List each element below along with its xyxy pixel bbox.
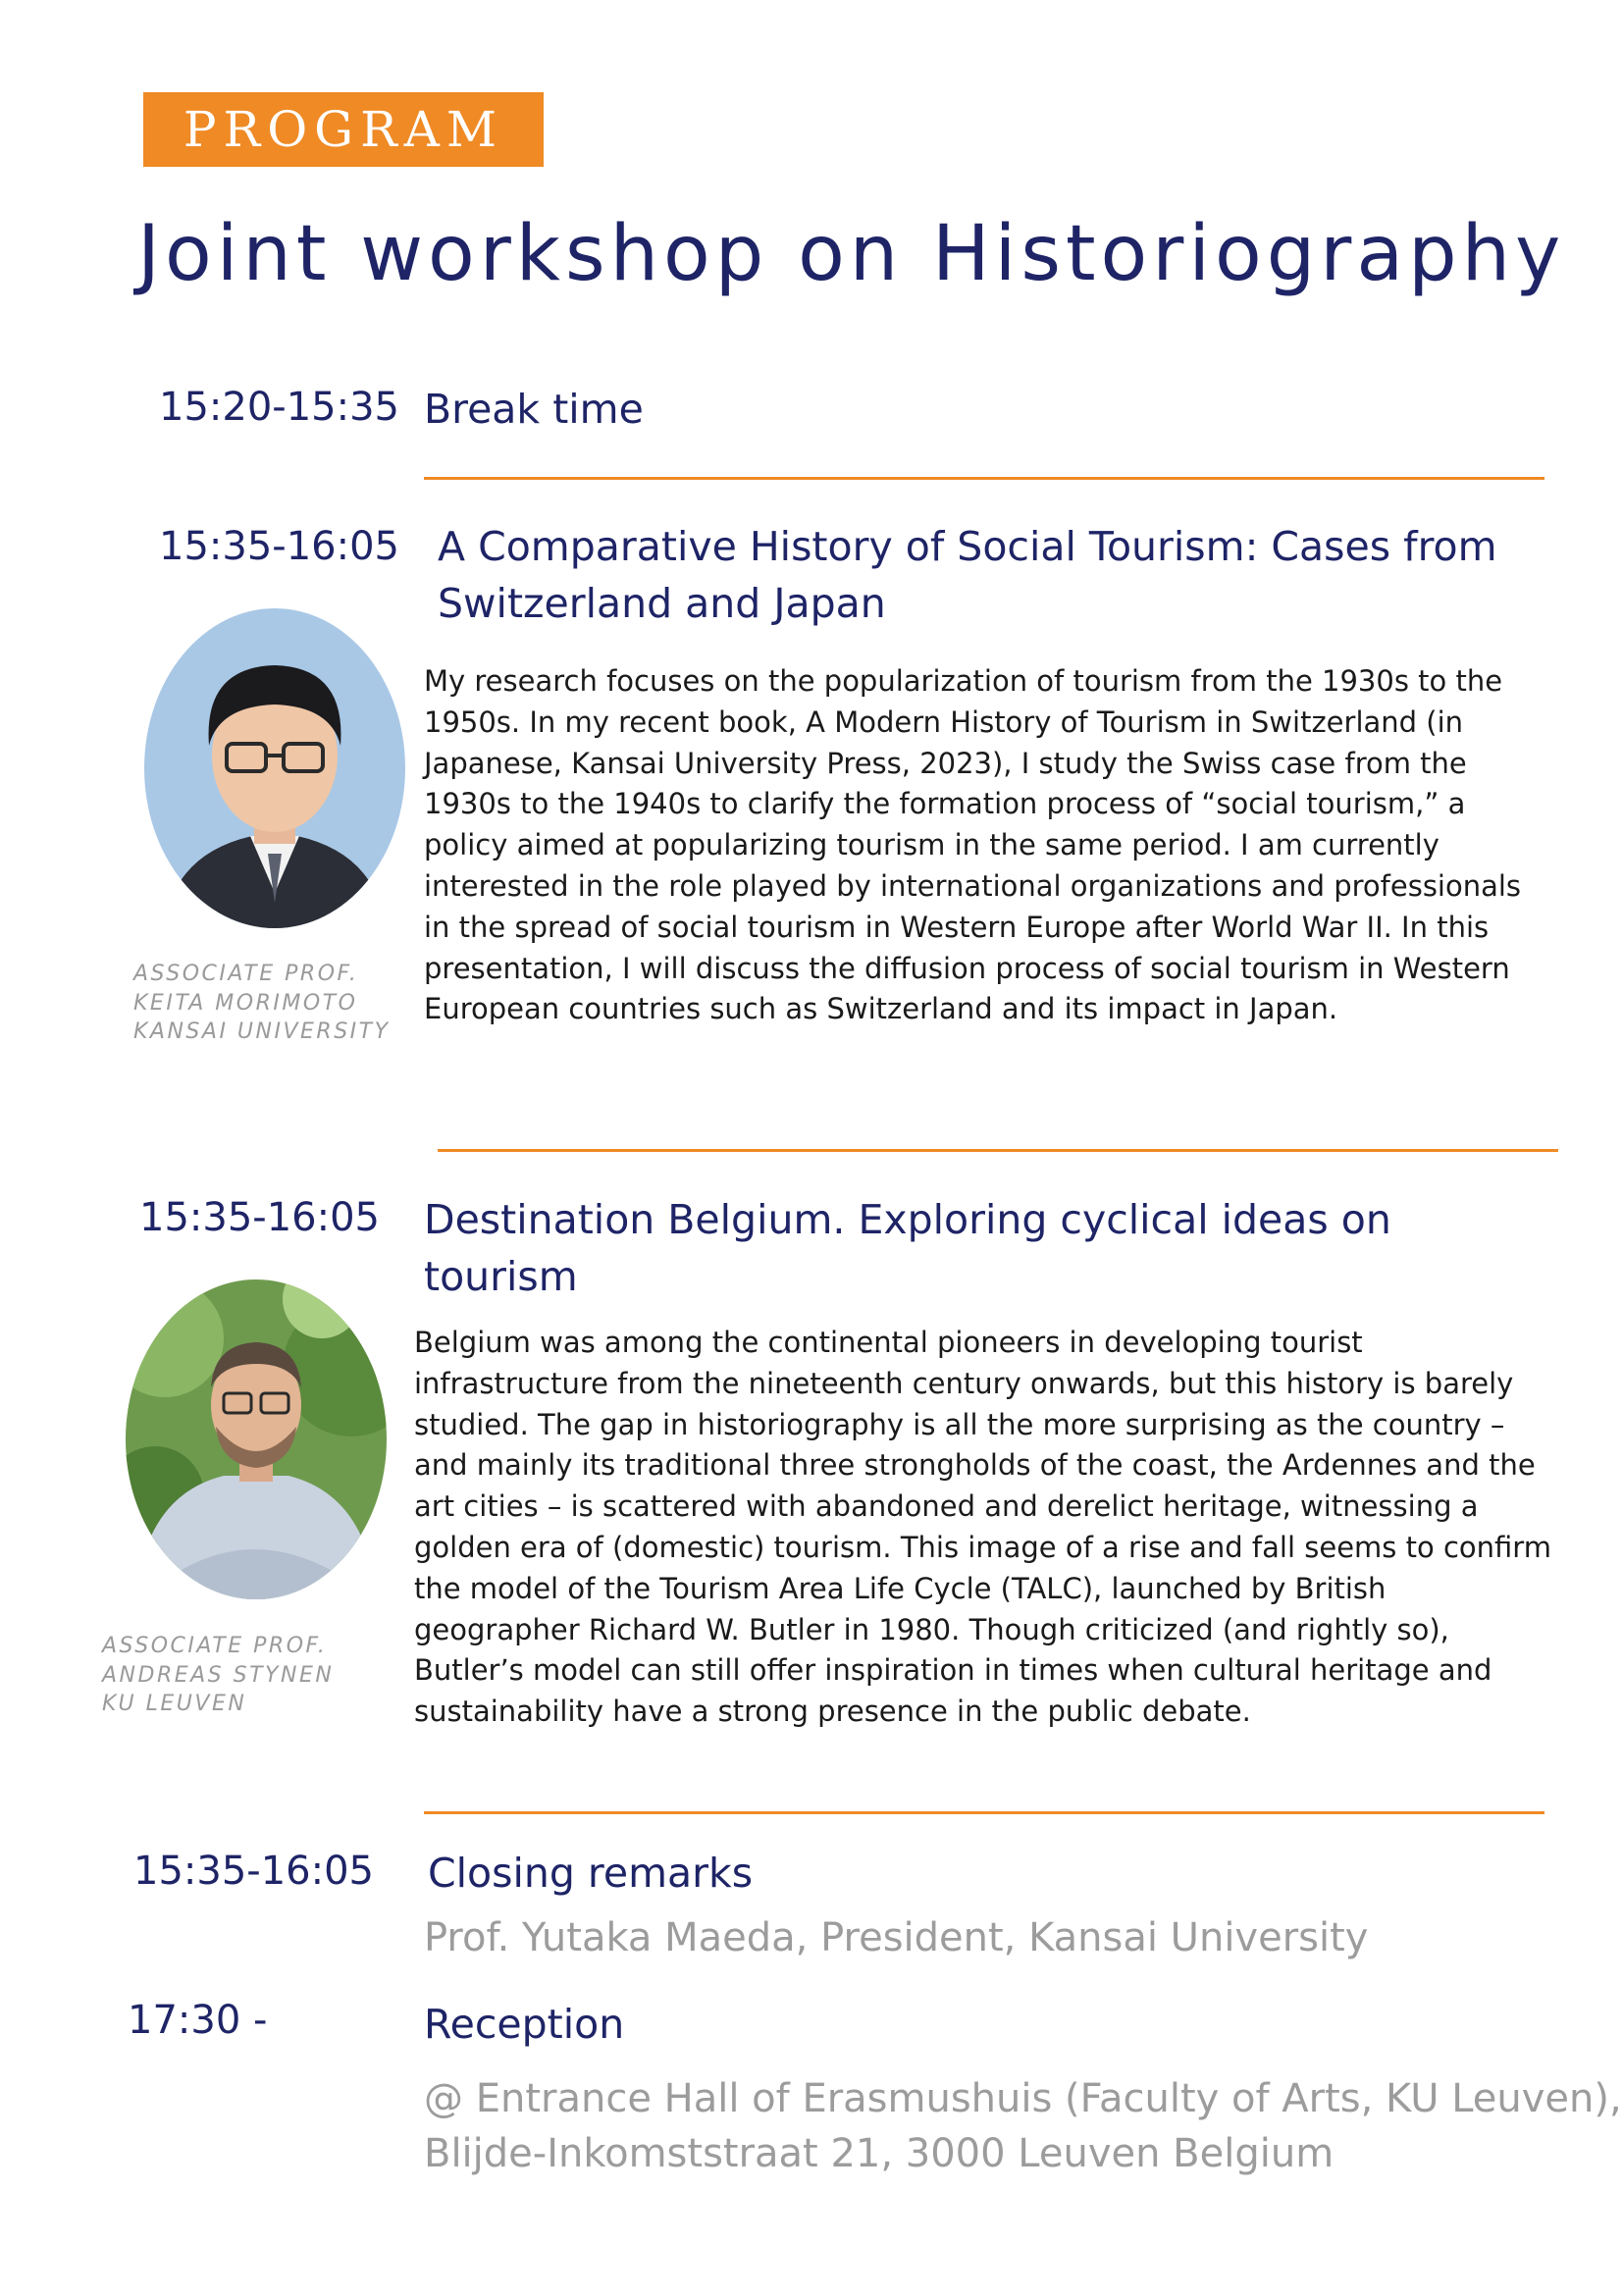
portrait-image: [144, 608, 405, 928]
page-title: Joint workshop on Historiography: [137, 210, 1566, 298]
reception-venue-line2: Blijde-Inkomststraat 21, 3000 Leuven Belgium: [424, 2131, 1334, 2176]
program-badge: [143, 92, 544, 167]
reception-venue-line1: @ Entrance Hall of Erasmushuis (Faculty of Arts, KU Leuven),: [424, 2076, 1622, 2121]
reception-time: 17:30 -: [128, 1998, 268, 2043]
talk1-abstract: My research focuses on the popularization of tourism from the 1930s to the 1950s. In my recent book, A Modern History of Tourism in Switzerland (in Japanese, Kansai University Press, 2023), I study the Swiss case from the 1930s to the 1940s to clarify the formation process of “social tourism,” a policy aimed at popularizing tourism in the same period. I am currently interested in the role played by international organizations and professionals in the spread of social tourism in Western Europe after World War II. In this presentation, I will discuss the diffusion process of social tourism in Western European countries such as Switzerland and its impact in Japan.: [424, 664, 1522, 1026]
talk1-title: A Comparative History of Social Tourism: Cases from Switzerland and Japan: [438, 523, 1497, 627]
divider: [438, 1149, 1558, 1152]
break-time: 15:20-15:35: [159, 385, 399, 430]
break-title: Break time: [424, 386, 644, 433]
closing-speaker: Prof. Yutaka Maeda, President, Kansai University: [424, 1915, 1369, 1960]
speaker-caption-stynen: ASSOCIATE PROF. ANDREAS STYNEN KU LEUVEN: [102, 1634, 335, 1716]
divider: [424, 477, 1544, 480]
talk2-title: Destination Belgium. Exploring cyclical ideas on tourism: [424, 1196, 1391, 1300]
closing-title: Closing remarks: [428, 1850, 754, 1897]
portrait-image: [126, 1279, 387, 1599]
talk2-abstract: Belgium was among the continental pioneers in developing tourist infrastructure from the nineteenth century onwards, but this history is barely studied. The gap in historiography is all the more surprising as the country – and mainly its traditional three strongholds of the coast, the Ardennes and the art cities – is scattered with abandoned and derelict heritage, witnessing a golden era of (domestic) tourism. This image of a rise and fall seems to confirm the model of the Tourism Area Life Cycle (TALC), launched by British geographer Richard W. Butler in 1980. Though criticized (and rightly so), Butler’s model can still offer inspiration in times when cultural heritage and sustainability have a strong presence in the public debate.: [414, 1326, 1551, 1729]
reception-title: Reception: [424, 2001, 625, 2048]
divider: [424, 1811, 1544, 1814]
speaker-caption-morimoto: ASSOCIATE PROF. KEITA MORIMOTO KANSAI UNIVERSITY: [133, 962, 391, 1044]
closing-time: 15:35-16:05: [133, 1849, 374, 1894]
program-badge-label: PROGRAM: [183, 101, 504, 158]
speaker-photo-stynen: [126, 1279, 387, 1599]
talk1-time: 15:35-16:05: [159, 524, 399, 569]
speaker-photo-morimoto: [144, 608, 405, 928]
talk2-time: 15:35-16:05: [139, 1195, 380, 1240]
